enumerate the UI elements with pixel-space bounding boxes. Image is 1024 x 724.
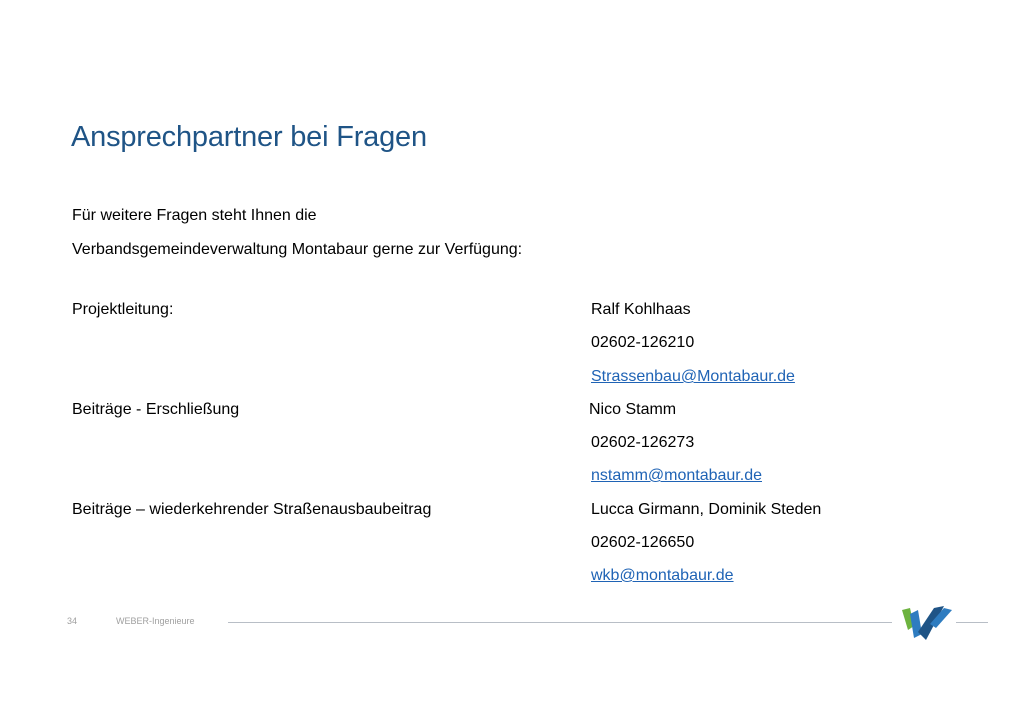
contact-phone: 02602-126273 [591, 434, 695, 451]
contact-phone: 02602-126650 [591, 534, 695, 551]
contact-name: Ralf Kohlhaas [591, 301, 691, 318]
contact-phone: 02602-126210 [591, 334, 695, 351]
footer-divider-right [956, 622, 988, 623]
intro-text-line-2: Verbandsgemeindeverwaltung Montabaur gerne zur Verfügung: [72, 241, 523, 258]
contact-email-link[interactable]: nstamm@montabaur.de [591, 467, 762, 484]
contact-label-wkb: Beiträge – wiederkehrender Straßenausbaubeitrag [72, 501, 432, 518]
footer-company-name: WEBER-Ingenieure [116, 616, 195, 626]
intro-text-line-1: Für weitere Fragen steht Ihnen die [72, 207, 317, 224]
contact-email-link[interactable]: Strassenbau@Montabaur.de [591, 368, 795, 385]
page-number: 34 [67, 616, 78, 626]
contact-name: Nico Stamm [589, 401, 677, 418]
slide-title: Ansprechpartner bei Fragen [71, 121, 427, 153]
contact-label-projektleitung: Projektleitung: [72, 301, 174, 318]
contact-label-erschliessung: Beiträge - Erschließung [72, 401, 240, 418]
contact-email-link[interactable]: wkb@montabaur.de [591, 567, 734, 584]
contact-name: Lucca Girmann, Dominik Steden [591, 501, 822, 518]
weber-logo-icon [900, 604, 954, 644]
footer-divider [228, 622, 892, 623]
